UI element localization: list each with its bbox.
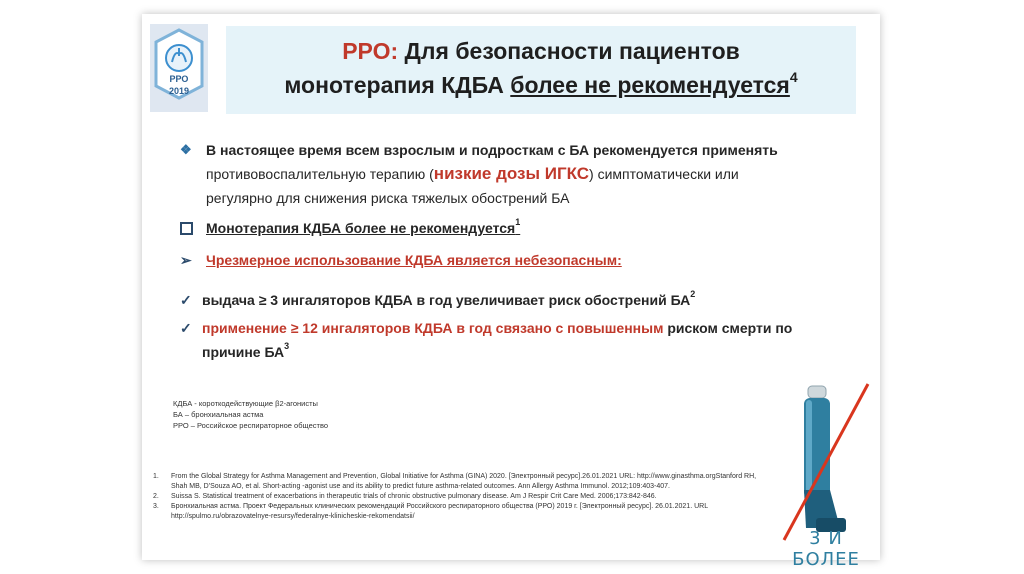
check-1-wrap: [202, 288, 695, 312]
check-2-rest: риском смерти по: [663, 320, 793, 336]
bullet-2-text: Монотерапия КДБА более не рекомендуется: [206, 220, 516, 236]
bullet-1-line-1: В настоящее время всем взрослым и подросткам с БА рекомендуется применять: [206, 142, 778, 158]
reference-text: Suissa S. Statistical treatment of exacerbations in therapeutic trials of chronic obstructive pulmonary disease. Am J Respir Crit Care Med. 2006;173:842-846.: [171, 493, 657, 500]
reference-item: [153, 492, 763, 502]
bullet-2-wrap: [206, 216, 520, 240]
reference-number: 3.: [153, 503, 159, 510]
bullet-1-text-a: противовоспалительную терапию (: [206, 166, 434, 182]
reference-number: 1.: [153, 473, 159, 480]
title-sup: 4: [789, 69, 798, 85]
abbreviations: [173, 398, 328, 431]
bullet-1-text-b: ) симптоматически или: [589, 166, 739, 182]
check-1-text: выдача ≥ 3 ингаляторов КДБА в год увеличивает риск обострений БА: [202, 292, 691, 308]
reference-number: 2.: [153, 493, 159, 500]
bullet-3-text: Чрезмерное использование КДБА является небезопасным:: [206, 252, 622, 268]
reference-text: From the Global Strategy for Asthma Management and Prevention, Global Initiative for Asthma (GINA) 2020. [Электронный ресурс].26.01.2021 URL: http://www.ginasthma.orgStanford RH, Shah MB, D'Souza AO, et al. Short-acting -agonist use and its ability to predict future asthma-related outcomes. Ann Allergy Asthma Immunol. 2012;109:403-407.: [171, 473, 757, 490]
check-2-line2-text: причине БА: [202, 344, 285, 360]
abbr-item: КДБА - короткодействующие β2-агонисты: [173, 399, 318, 408]
check-2-sup: 3: [284, 341, 290, 351]
bullet-1-line-3: регулярно для снижения риска тяжелых обострений БА: [206, 190, 570, 206]
bullet-1-line-2: [206, 162, 866, 186]
reference-item: [153, 502, 763, 522]
title-underlined: более не рекомендуется: [510, 72, 790, 98]
title-banner: [226, 26, 856, 114]
abbr-item: РРО – Российское респираторное общество: [173, 421, 329, 430]
arrow-bullet-icon: ➢: [180, 252, 192, 268]
title-line-1: [226, 34, 856, 68]
check-icon: ✓: [180, 320, 192, 336]
slide: [142, 14, 880, 570]
title-line1-text: Для безопасности пациентов: [398, 38, 740, 64]
check-2-line-2: [202, 340, 862, 364]
title-line-2: [226, 68, 856, 102]
check-2-red: применение ≥ 12 ингаляторов КДБА в год связано с повышенным: [202, 320, 664, 336]
reference-text: Бронхиальная астма. Проект Федеральных клинических рекомендаций Российского респираторного общества (РРО) 2019 г. [Электронный ресурс]. 26.01.2021. URL http://spulmo.ru/obrazovatelnye-resursy/federalnye-klinicheskie-rekomendatsii/: [171, 503, 708, 520]
diamond-bullet-icon: ❖: [180, 142, 192, 157]
check-2-wrap: [202, 316, 792, 340]
reference-item: [153, 472, 763, 492]
check-1-sup: 2: [690, 289, 696, 299]
title-line2-text: монотерапия КДБА: [284, 72, 511, 98]
title-accent: РРО:: [342, 38, 399, 64]
abbr-item: БА – бронхиальная астма: [173, 410, 264, 419]
check-icon: ✓: [180, 292, 192, 308]
crossed-inhaler-illustration: [776, 378, 876, 570]
logo-year: 2019: [168, 86, 190, 96]
bullet-1-red: низкие дозы ИГКС: [433, 164, 590, 183]
logo-name: РРО: [169, 74, 189, 84]
bullet-2-sup: 1: [515, 217, 521, 227]
square-bullet-icon: [180, 216, 193, 242]
references: [153, 472, 763, 522]
rro-logo: [150, 24, 208, 112]
inhaler-caption: 3 И БОЛЕЕ: [792, 528, 860, 570]
